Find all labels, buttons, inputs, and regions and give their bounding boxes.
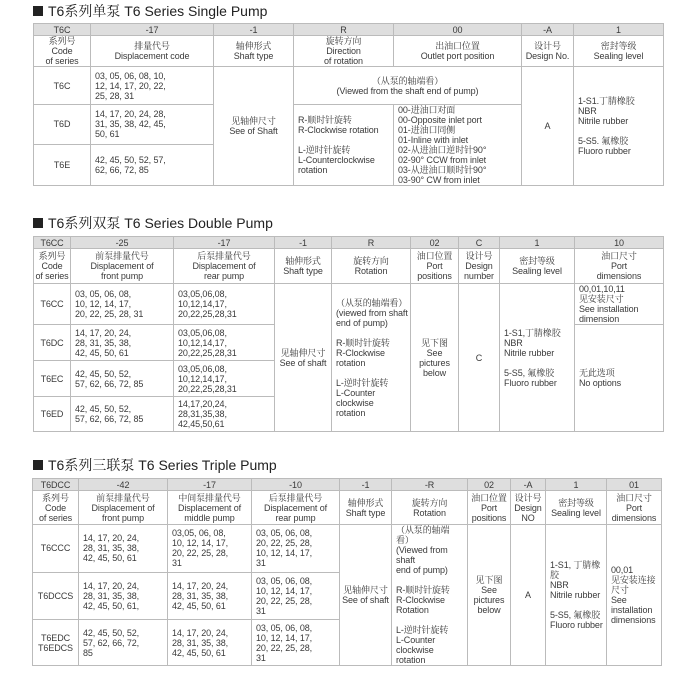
triple-pump-title [33, 457, 277, 473]
column-label-cell: 油口尺寸 Port dimensions [575, 249, 664, 284]
column-label-cell: 后泵排量代号 Displacement of rear pump [252, 491, 340, 525]
column-label-cell: 系列号 Code of series [33, 491, 79, 525]
code-example-cell: -1 [275, 237, 332, 249]
table-cell: 03,05,06,08, 10,12,14,17, 20,22,25,28,31 [174, 361, 275, 397]
table-cell: 1-S1,丁腈橡胶 NBR Nitrile rubber 5-S5, 氟橡胶 Fluoro rubber [500, 284, 575, 432]
column-label-cell: 前泵排量代号 Displacement of front pump [71, 249, 174, 284]
table-cell: 42, 45, 50, 52, 57, 62, 66, 72, 85 [91, 144, 214, 185]
code-example-cell: -1 [214, 24, 294, 36]
code-example-cell: T6DCC [33, 479, 79, 491]
table-cell: 1-S1.丁腈橡胶 NBR Nitrile rubber 5-S5. 氟橡胶 Fluoro rubber [574, 67, 664, 186]
table-cell: （从泵的轴端看） (Viewed from shaft end of pump) R-顺时针旋转 R-Clockwise Rotation L-逆时针旋转 L-Counter clockwise rotation [392, 525, 468, 666]
series-code-cell: T6E [34, 144, 91, 185]
series-code-cell: T6ED [34, 397, 71, 432]
table-cell: 03, 05, 06, 08, 10, 12, 14, 17, 20, 22, 25, 28, 31 [252, 572, 340, 620]
table-cell: 00-进油口对面 00-Opposite inlet port 01-进油口同侧 01-Inline with inlet 02-从进油口逆时针90° 02-90° CCW from inlet 03-从进油口顺时针90° 03-90° CW from inlet [394, 105, 522, 186]
code-example-cell: -R [392, 479, 468, 491]
square-bullet-icon [33, 460, 43, 470]
code-example-cell: -17 [168, 479, 252, 491]
code-example-cell: R [294, 24, 394, 36]
code-example-cell: 10 [575, 237, 664, 249]
table-cell: （从泵的轴端看） (viewed from shaft end of pump) R-顺时针旋转 R-Clockwise rotation L-逆时针旋转 L-Counter clockwise rotation [332, 284, 411, 432]
table-cell: 03,05, 06, 08, 10, 12, 14, 17, 20, 22, 25, 28, 31 [168, 525, 252, 573]
column-label-cell: 轴伸形式 Shaft type [275, 249, 332, 284]
table-cell: A [522, 67, 574, 186]
column-label-row [34, 36, 664, 67]
code-example-row [34, 237, 664, 249]
series-code-cell: T6EC [34, 361, 71, 397]
table-cell: 00,01,10,11 见安装尺寸 See installation dimension [575, 284, 664, 325]
column-label-cell: 出油口位置 Outlet port position [394, 36, 522, 67]
table-cell: 1-S1, 丁腈橡胶 NBR Nitrile rubber 5-S5, 氟橡胶 Fluoro rubber [546, 525, 607, 666]
column-label-cell: 油口位置 Port positions [468, 491, 511, 525]
column-label-cell: 系列号 Code of series [34, 249, 71, 284]
table-cell: 42, 45, 50, 52, 57, 62, 66, 72, 85 [79, 620, 168, 666]
table-cell: 03, 05, 06, 08, 10, 12, 14, 17, 20, 22, 25, 28, 31 [71, 284, 174, 325]
single-pump-title [33, 3, 267, 19]
code-example-cell: 1 [574, 24, 664, 36]
table-cell: A [511, 525, 546, 666]
triple-pump-table [32, 478, 662, 666]
column-label-cell: 设计号 Design NO [511, 491, 546, 525]
single-pump-table [33, 23, 664, 186]
code-example-cell: -25 [71, 237, 174, 249]
table-cell: 见下图 See pictures below [411, 284, 459, 432]
code-example-cell: -17 [91, 24, 214, 36]
series-code-cell: T6CCC [33, 525, 79, 573]
code-example-cell: -1 [340, 479, 392, 491]
code-example-cell: 02 [411, 237, 459, 249]
table-cell: 03,05,06,08, 10,12,14,17, 20,22,25,28,31 [174, 284, 275, 325]
column-label-cell: 后泵排量代号 Displacement of rear pump [174, 249, 275, 284]
code-example-row [34, 24, 664, 36]
column-label-cell: 油口尺寸 Port dimensions [607, 491, 662, 525]
table-cell: 14, 17, 20, 24, 28, 31, 35, 38, 42, 45, 50, 61 [168, 572, 252, 620]
table-cell: 42, 45, 50, 52, 57, 62, 66, 72, 85 [71, 361, 174, 397]
table-cell: 03, 05, 06, 08, 10, 12, 14, 17, 20, 22, 25, 28, 31 [91, 67, 214, 105]
table-cell: 14, 17, 20, 24, 28, 31, 35, 38, 42, 45, 50, 61 [168, 620, 252, 666]
table-cell: R-顺时针旋转 R-Clockwise rotation L-逆时针旋转 L-Counterclockwise rotation [294, 105, 394, 186]
table-row [34, 284, 664, 325]
title-text: T6系列单泵 T6 Series Single Pump [48, 3, 268, 19]
column-label-cell: 油口位置 Port positions [411, 249, 459, 284]
code-example-cell: -42 [79, 479, 168, 491]
table-row [33, 525, 662, 573]
series-code-cell: T6D [34, 105, 91, 145]
square-bullet-icon [33, 6, 43, 16]
code-example-row [33, 479, 662, 491]
double-pump-table [33, 236, 664, 432]
column-label-cell: 旋转方向 Direction of rotation [294, 36, 394, 67]
code-example-cell: -17 [174, 237, 275, 249]
column-label-cell: 设计号 Design number [459, 249, 500, 284]
table-cell: 见下图 See pictures below [468, 525, 511, 666]
code-example-cell: 1 [546, 479, 607, 491]
table-cell: 14, 17, 20, 24, 28, 31, 35, 38, 42, 45, 50, 61 [79, 525, 168, 573]
table-cell: 14,17,20,24, 28,31,35,38, 42,45,50,61 [174, 397, 275, 432]
code-example-cell: 1 [500, 237, 575, 249]
code-example-cell: -A [511, 479, 546, 491]
table-cell: 03, 05, 06, 08, 20, 22, 25, 28, 10, 12, 14, 17, 31 [252, 525, 340, 573]
series-code-cell: T6C [34, 67, 91, 105]
square-bullet-icon [33, 218, 43, 228]
series-code-cell: T6EDC T6EDCS [33, 620, 79, 666]
column-label-cell: 密封等级 Sealing level [500, 249, 575, 284]
series-code-cell: T6DC [34, 325, 71, 361]
series-code-cell: T6DCCS [33, 572, 79, 620]
column-label-cell: 密封等级 Sealing level [574, 36, 664, 67]
column-label-cell: 旋转方向 Rotation [332, 249, 411, 284]
table-cell: 无此选项 No options [575, 325, 664, 432]
code-example-cell: 01 [607, 479, 662, 491]
code-example-cell: R [332, 237, 411, 249]
table-cell: 见轴伸尺寸 See of Shaft [214, 67, 294, 186]
column-label-cell: 轴伸形式 Shaft type [214, 36, 294, 67]
column-label-cell: 系列号 Code of series [34, 36, 91, 67]
table-cell: 见轴伸尺寸 See of shaft [275, 284, 332, 432]
column-label-cell: 中间泵排量代号 Displacement of middle pump [168, 491, 252, 525]
code-example-cell: -10 [252, 479, 340, 491]
column-label-cell: 前泵排量代号 Displacement of front pump [79, 491, 168, 525]
table-row [34, 67, 664, 105]
column-label-row [33, 491, 662, 525]
table-cell: 见轴伸尺寸 See of shaft [340, 525, 392, 666]
column-label-cell: 轴伸形式 Shaft type [340, 491, 392, 525]
code-example-cell: 02 [468, 479, 511, 491]
code-example-cell: -A [522, 24, 574, 36]
series-code-cell: T6CC [34, 284, 71, 325]
table-cell: 14, 17, 20, 24, 28, 31, 35, 38, 42, 45, 50, 61 [91, 105, 214, 145]
table-cell: （从泵的轴端看） (Viewed from the shaft end of pump) [294, 67, 522, 105]
table-cell: 00,01 见安装连接 尺寸 See installation dimensions [607, 525, 662, 666]
column-label-cell: 旋转方向 Rotation [392, 491, 468, 525]
code-example-cell: 00 [394, 24, 522, 36]
double-pump-title [33, 215, 273, 231]
code-example-cell: C [459, 237, 500, 249]
table-cell: 14, 17, 20, 24, 28, 31, 35, 38, 42, 45, 50, 61, [79, 572, 168, 620]
column-label-row [34, 249, 664, 284]
table-cell: C [459, 284, 500, 432]
table-cell: 03,05,06,08, 10,12,14,17, 20,22,25,28,31 [174, 325, 275, 361]
column-label-cell: 密封等级 Sealing level [546, 491, 607, 525]
column-label-cell: 设计号 Design No. [522, 36, 574, 67]
column-label-cell: 排量代号 Displacement code [91, 36, 214, 67]
title-text: T6系列三联泵 T6 Series Triple Pump [48, 457, 277, 473]
title-text: T6系列双泵 T6 Series Double Pump [48, 215, 273, 231]
code-example-cell: T6CC [34, 237, 71, 249]
code-example-cell: T6C [34, 24, 91, 36]
table-cell: 42, 45, 50, 52, 57, 62, 66, 72, 85 [71, 397, 174, 432]
table-cell: 03, 05, 06, 08, 10, 12, 14, 17, 20, 22, 25, 28, 31 [252, 620, 340, 666]
table-cell: 14, 17, 20, 24, 28, 31, 35, 38, 42, 45, 50, 61 [71, 325, 174, 361]
